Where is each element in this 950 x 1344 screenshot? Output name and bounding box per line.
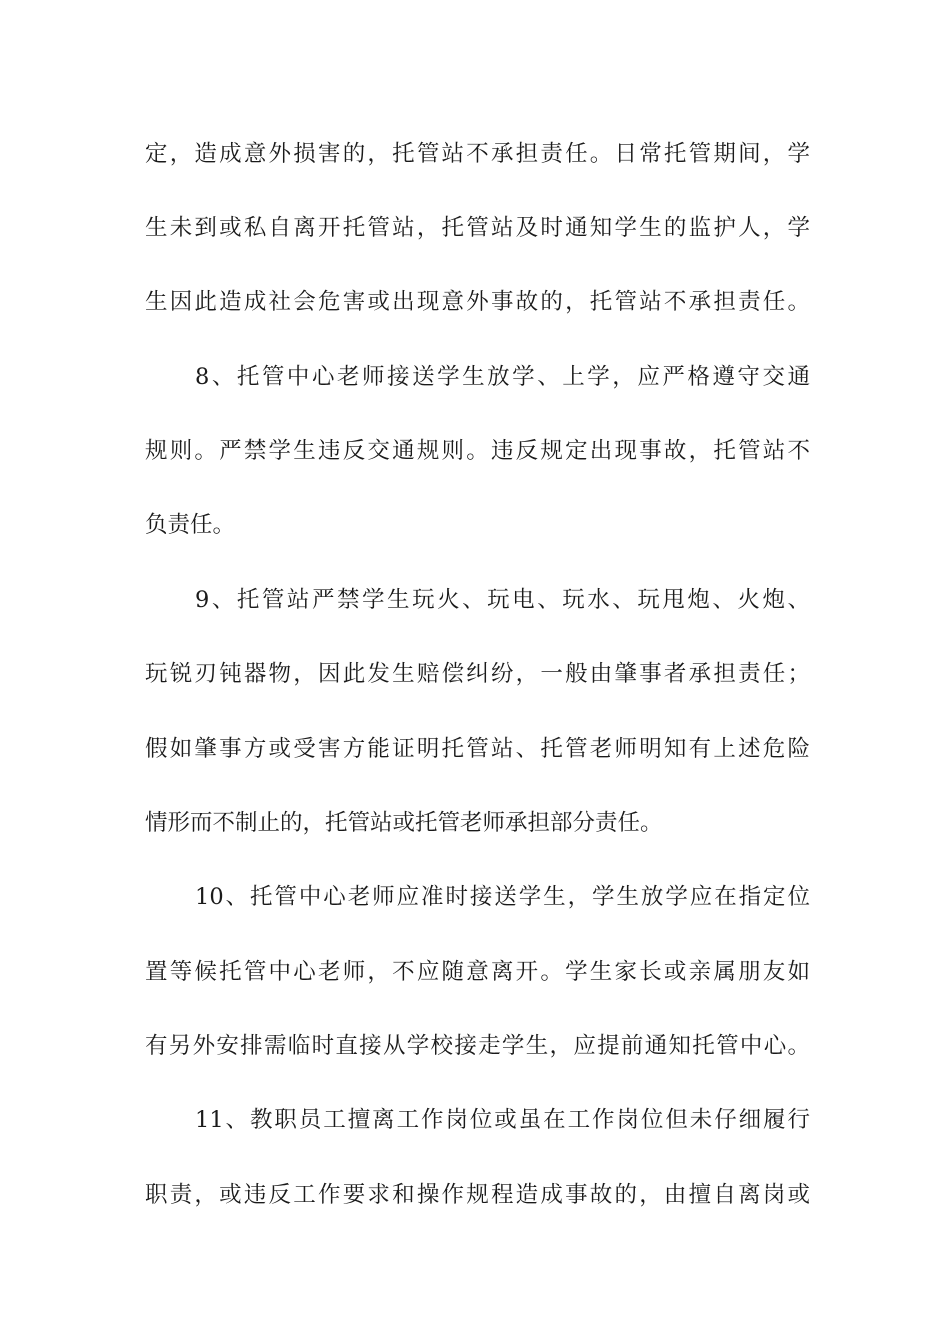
paragraph-line: 11、教职员工擅离工作岗位或虽在工作岗位但未仔细履行 xyxy=(195,1107,810,1133)
paragraph-line: 假如肇事方或受害方能证明托管站、托管老师明知有上述危险 xyxy=(145,736,810,762)
paragraph-line: 9、托管站严禁学生玩火、玩电、玩水、玩甩炮、火炮、 xyxy=(195,587,810,613)
paragraph-line: 置等候托管中心老师，不应随意离开。学生家长或亲属朋友如 xyxy=(145,959,810,985)
paragraph-line: 生未到或私自离开托管站，托管站及时通知学生的监护人，学 xyxy=(145,215,810,241)
paragraph-line: 情形而不制止的，托管站或托管老师承担部分责任。 xyxy=(145,810,663,836)
paragraph-line: 8、托管中心老师接送学生放学、上学，应严格遵守交通 xyxy=(195,364,810,390)
paragraph-line: 规则。严禁学生违反交通规则。违反规定出现事故，托管站不 xyxy=(145,438,810,464)
paragraph-line: 生因此造成社会危害或出现意外事故的，托管站不承担责任。 xyxy=(145,289,810,315)
paragraph-line: 有另外安排需临时直接从学校接走学生，应提前通知托管中心。 xyxy=(145,1033,810,1059)
paragraph-line: 负责任。 xyxy=(145,512,236,538)
paragraph-line: 10、托管中心老师应准时接送学生，学生放学应在指定位 xyxy=(195,884,810,910)
paragraph-line: 定，造成意外损害的，托管站不承担责任。日常托管期间，学 xyxy=(145,141,810,167)
paragraph-line: 玩锐刃钝器物，因此发生赔偿纠纷，一般由肇事者承担责任； xyxy=(145,661,810,687)
paragraph-line: 职责，或违反工作要求和操作规程造成事故的，由擅自离岗或 xyxy=(145,1182,810,1208)
